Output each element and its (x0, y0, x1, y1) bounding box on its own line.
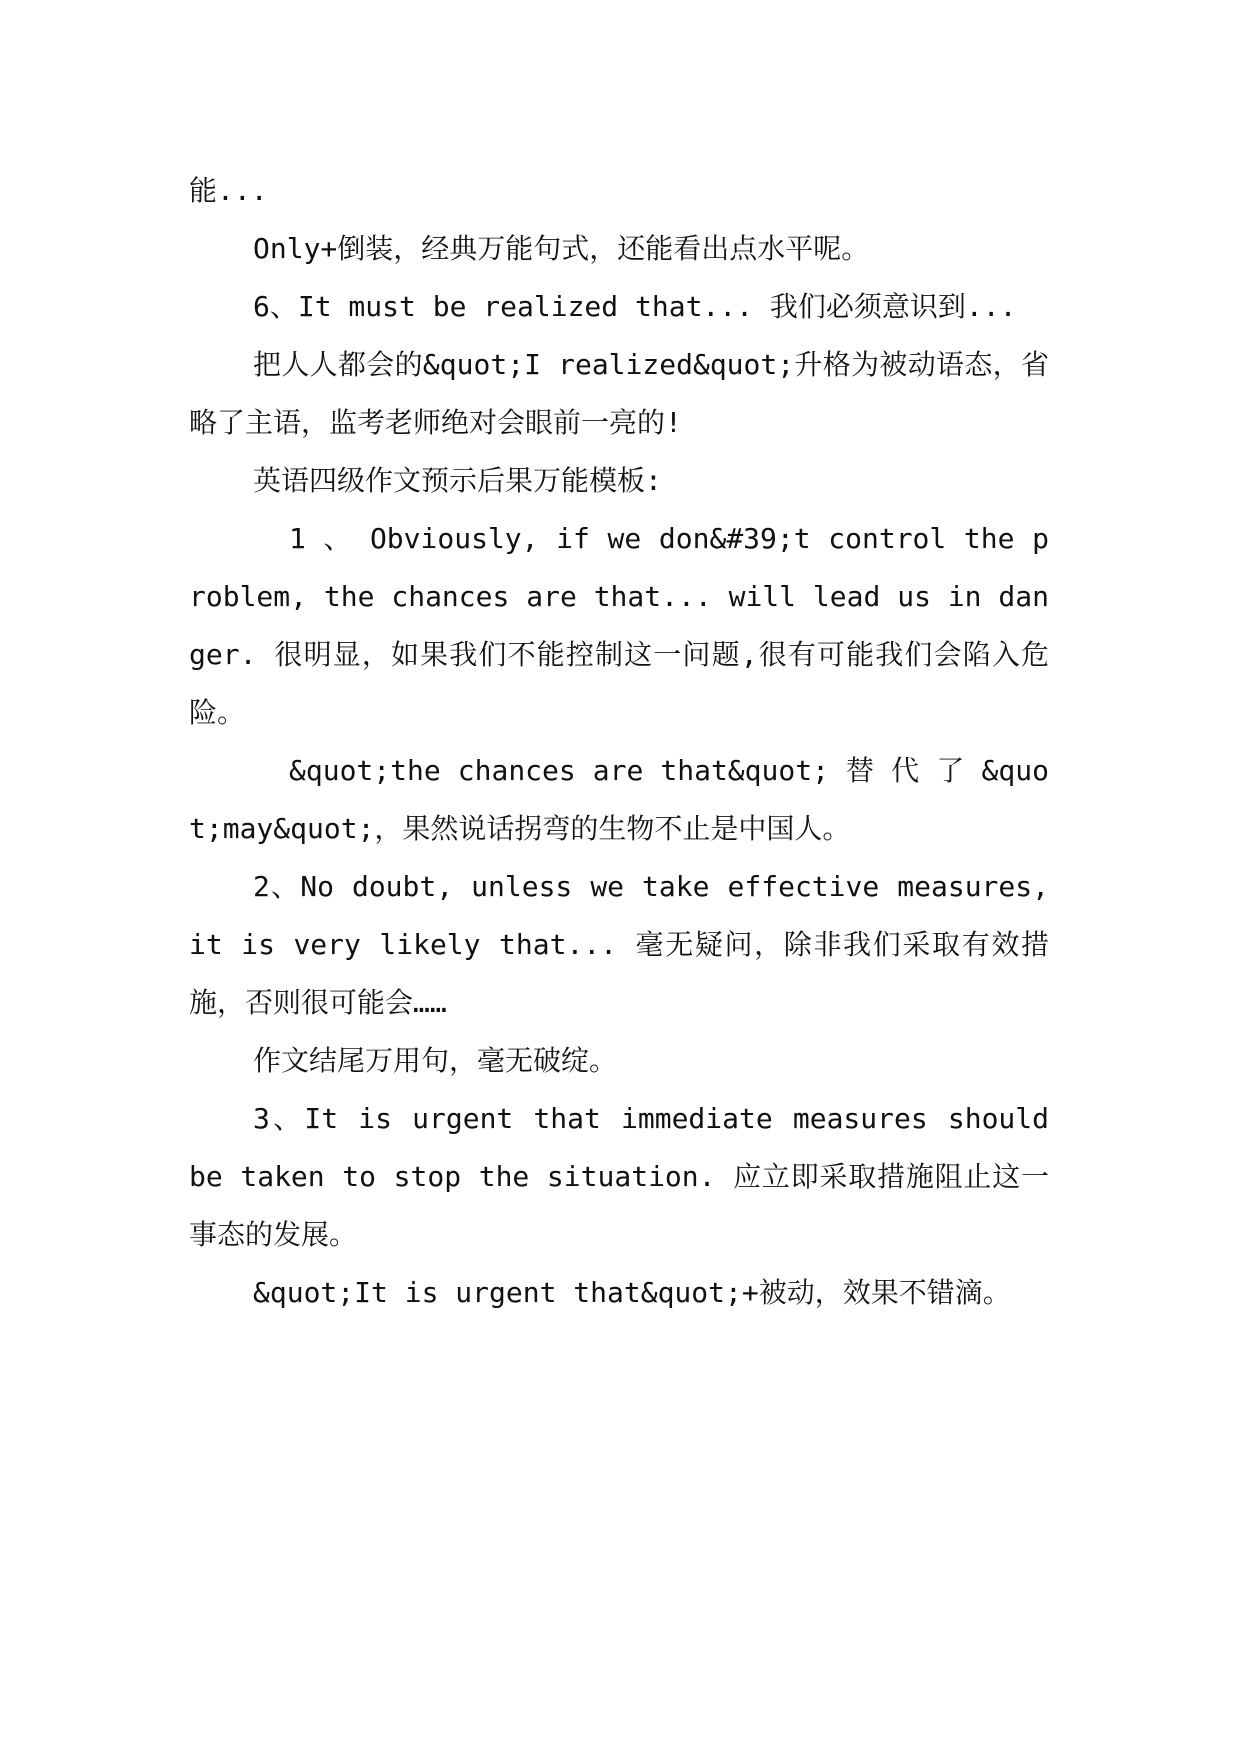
paragraph-item-1: 1 、 Obviously, if we don&#39;t control the problem, the chances are that... will lead us in danger. 很明显，如果我们不能控制这一问题,很有可能我们会陷入危险。 (189, 522, 1049, 729)
paragraph-only-inversion: Only+倒装，经典万能句式，还能看出点水平呢。 (253, 232, 870, 265)
paragraph-continuation: 能... (189, 174, 268, 207)
paragraph-item-6: 6、It must be realized that... 我们必须意识到... (253, 290, 1017, 323)
document-body (189, 162, 1049, 1322)
paragraph-section-heading: 英语四级作文预示后果万能模板: (253, 464, 662, 497)
paragraph-item-3: 3、It is urgent that immediate measures should be taken to stop the situation. 应立即采取措施阻止这一事态的发展。 (189, 1102, 1049, 1251)
paragraph-passive-voice-note: 把人人都会的&quot;I realized&quot;升格为被动语态，省略了主语，监考老师绝对会眼前一亮的! (189, 348, 1049, 439)
paragraph-ending-note: 作文结尾万用句，毫无破绽。 (253, 1044, 618, 1077)
paragraph-urgent-note: &quot;It is urgent that&quot;+被动，效果不错滴。 (253, 1276, 1011, 1309)
paragraph-item-2: 2、No doubt, unless we take effective measures, it is very likely that... 毫无疑问，除非我们采取有效措施，否则很可能会…… (189, 870, 1049, 1019)
paragraph-chances-note: &quot;the chances are that&quot; 替 代 了 &quot;may&quot;，果然说话拐弯的生物不止是中国人。 (189, 754, 1049, 845)
